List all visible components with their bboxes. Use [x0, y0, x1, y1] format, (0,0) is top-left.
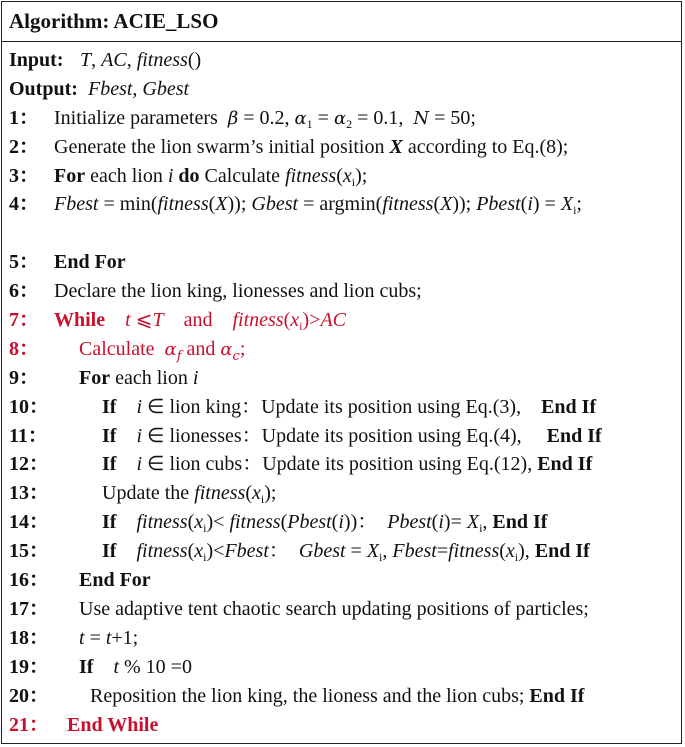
line-number: Output: [9, 77, 78, 100]
algorithm-box [1, 1, 682, 744]
algorithm-line [2, 479, 681, 508]
text-segment: 1 [306, 116, 313, 131]
text-segment: fitness [382, 193, 434, 216]
line-number: 4： [9, 193, 39, 216]
text-segment: α [164, 338, 177, 360]
text-segment: While [54, 309, 106, 332]
text-segment: End If [546, 424, 602, 447]
line-number: 11： [9, 424, 48, 447]
line-text [70, 46, 201, 75]
text-segment: ( [208, 193, 216, 216]
text-segment [105, 309, 125, 331]
text-segment: If [102, 395, 117, 418]
text-segment: End If [541, 395, 597, 418]
text-segment: = 50; [429, 106, 476, 129]
text-segment: )< [206, 511, 230, 534]
text-segment: fitness [136, 511, 188, 534]
text-segment: α [220, 338, 233, 360]
line-number: 16： [9, 569, 49, 592]
text-segment: fitness [157, 193, 209, 216]
text-segment: i [338, 511, 344, 534]
algorithm-line [2, 682, 681, 711]
text-segment: For [54, 164, 86, 187]
text-segment: = 0.1, [352, 106, 414, 129]
text-segment: )> [302, 309, 321, 332]
line-number: 20： [9, 684, 49, 707]
text-segment [116, 540, 136, 562]
text-segment: ( [187, 511, 195, 534]
text-segment: i [299, 319, 303, 334]
text-segment: % 10 =0 [119, 655, 192, 678]
text-segment: ∈ lionesses：Update its position using Eq.(4), [142, 424, 547, 447]
text-segment: ( [283, 309, 291, 332]
text-segment: Pbest [476, 193, 521, 216]
line-text [67, 711, 158, 740]
text-segment: and [163, 309, 233, 332]
line-text [79, 653, 192, 682]
line-text [79, 566, 151, 595]
algorithm-line [2, 190, 681, 248]
text-segment: ); [264, 482, 277, 505]
line-number: 1： [9, 106, 39, 129]
line-text [54, 133, 568, 162]
text-segment: T [152, 309, 164, 332]
text-segment: fitness [229, 511, 281, 534]
text-segment: Gbest [251, 193, 299, 216]
text-segment: i [351, 174, 356, 189]
algorithm-line [2, 248, 681, 277]
line-number: 7： [9, 309, 39, 332]
text-segment: ( [187, 540, 195, 563]
text-segment: x [194, 511, 204, 534]
text-segment: t [125, 309, 131, 332]
text-segment: End If [534, 540, 590, 563]
algorithm-line [2, 711, 681, 740]
text-segment: X [366, 540, 380, 563]
line-text [102, 422, 602, 451]
text-segment: Fbest [54, 193, 99, 216]
line-number: 13： [9, 482, 49, 505]
text-segment: () [187, 49, 202, 71]
text-segment: = [436, 540, 449, 563]
text-segment: each lion [85, 164, 168, 187]
text-segment: Initialize parameters [54, 106, 228, 129]
text-segment: fitness [136, 540, 188, 563]
text-segment: X [466, 511, 480, 534]
text-segment: If [102, 511, 117, 534]
text-segment: α [294, 107, 307, 129]
text-segment: Fbest, Gbest [88, 77, 190, 100]
text-segment: i [167, 164, 174, 187]
text-segment: x [505, 540, 515, 563]
text-segment: Pbest [287, 511, 332, 534]
text-segment: = argmin( [298, 193, 383, 216]
line-number: 15： [9, 540, 49, 563]
text-segment: fitness [194, 482, 246, 505]
text-segment: ; [239, 337, 246, 360]
algorithm-line [2, 133, 681, 162]
algorithm-line [2, 46, 681, 75]
text-segment: fitness [136, 49, 188, 71]
line-number: 6： [9, 280, 39, 303]
line-text [102, 393, 596, 422]
text-segment: ( [520, 193, 528, 216]
line-number: 8： [9, 337, 39, 360]
text-segment [116, 453, 136, 475]
text-segment: , [482, 511, 493, 534]
line-number: 3： [9, 164, 39, 187]
text-segment: Pbest [387, 511, 432, 534]
text-segment: i [438, 511, 444, 534]
algorithm-line [2, 450, 681, 479]
text-segment: Use adaptive tent chaotic search updating positions of particles; [79, 597, 589, 620]
text-segment: = min( [98, 193, 158, 216]
algorithm-line [2, 508, 681, 537]
text-segment: t [113, 655, 120, 678]
text-segment: t [79, 626, 85, 649]
text-segment: End If [529, 684, 585, 707]
line-text [90, 682, 584, 711]
text-segment: i [527, 193, 533, 216]
line-text [102, 450, 592, 479]
text-segment: If [102, 453, 117, 476]
text-segment: Generate the lion swarm’s initial position [54, 135, 390, 158]
text-segment: t [105, 626, 112, 649]
text-segment: Calculate [199, 164, 286, 187]
algorithm-line [2, 393, 681, 422]
line-text [54, 277, 422, 306]
text-segment: AC [320, 309, 347, 332]
text-segment: x [342, 164, 352, 187]
text-segment: If [79, 655, 94, 678]
algorithm-line [2, 422, 681, 451]
text-segment: , [382, 540, 393, 563]
text-segment: If [102, 540, 117, 563]
algorithm-line [2, 653, 681, 682]
text-segment: ( [280, 511, 288, 534]
text-segment: Declare the lion king, lionesses and lion cubs; [54, 280, 422, 303]
algorithm-line [2, 277, 681, 306]
text-segment: X [215, 193, 228, 216]
text-segment: T [80, 49, 92, 71]
text-segment: X [560, 193, 574, 216]
text-segment: i [203, 550, 207, 565]
text-segment: ), [518, 540, 535, 563]
text-segment: End For [79, 569, 151, 592]
line-text [79, 595, 589, 624]
line-number: 12： [9, 453, 49, 476]
text-segment: )); [227, 193, 252, 216]
text-segment: +1; [111, 626, 139, 649]
text-segment: and [181, 337, 221, 360]
algorithm-body [2, 42, 681, 739]
text-segment: = [312, 106, 334, 129]
text-segment: ∈ lion cubs：Update its position using Eq.(12), [142, 453, 538, 476]
text-segment: ( [245, 482, 252, 505]
text-segment: i [136, 395, 143, 418]
algorithm-line [2, 624, 681, 653]
text-segment: ⩽ [130, 309, 153, 332]
text-segment: Reposition the lion king, the lioness and the lion cubs; [90, 684, 530, 707]
text-segment: End While [67, 713, 159, 736]
line-number: 21： [9, 713, 49, 736]
text-segment: = [345, 540, 367, 563]
text-segment: For [79, 366, 111, 389]
line-text [54, 193, 582, 218]
text-segment: = [84, 626, 106, 649]
algorithm-line [2, 335, 681, 364]
text-segment: ( [431, 511, 439, 534]
algorithm-line [2, 566, 681, 595]
text-segment: x [251, 482, 261, 505]
text-segment: i [573, 203, 577, 218]
text-segment: i [260, 492, 265, 507]
text-segment: Fbest [224, 540, 269, 563]
text-segment: i [136, 453, 143, 476]
text-segment: ∈ lion king：Update its position using Eq.(3), [142, 395, 542, 418]
text-segment: )= [443, 511, 467, 534]
text-segment [116, 511, 136, 533]
text-segment: )< [206, 540, 225, 563]
text-segment: ( [433, 193, 441, 216]
text-segment: α [333, 107, 347, 129]
algorithm-line [2, 306, 681, 335]
text-segment: N [413, 107, 430, 129]
line-number: 9： [9, 366, 39, 389]
text-segment [116, 425, 136, 447]
line-text [79, 624, 138, 653]
text-segment: End If [537, 453, 593, 476]
text-segment: If [102, 424, 117, 447]
algorithm-line [2, 364, 681, 393]
text-segment: ); [355, 164, 368, 187]
text-segment: i [379, 550, 383, 565]
text-segment: f [176, 348, 182, 364]
algorithm-title: Algorithm: ACIE_LSO [2, 2, 681, 42]
text-segment: X [389, 135, 403, 158]
line-number: 2： [9, 135, 39, 158]
algorithm-line [2, 162, 681, 191]
text-segment: fitness [285, 164, 337, 187]
text-segment: do [178, 164, 200, 187]
line-text [54, 248, 126, 277]
text-segment: ))： [343, 511, 388, 534]
text-segment: ( [499, 540, 506, 563]
text-segment: i [136, 424, 143, 447]
text-segment: i [192, 366, 199, 389]
text-segment: ( [336, 164, 343, 187]
line-number: 17： [9, 597, 49, 620]
text-segment [116, 396, 136, 418]
text-segment: fitness [448, 540, 500, 563]
text-segment: ( [331, 511, 339, 534]
algorithm-line [2, 104, 681, 133]
text-segment: i [203, 521, 207, 536]
text-segment: , [126, 49, 137, 71]
text-segment: ： [268, 540, 299, 563]
text-segment: , [91, 49, 102, 71]
text-segment: = 0.2, [238, 106, 295, 129]
text-segment [93, 656, 113, 678]
text-segment: End For [54, 251, 126, 274]
text-segment: Gbest [298, 540, 346, 563]
text-segment: each lion [110, 366, 193, 389]
text-segment: β [227, 107, 239, 129]
text-segment: according to Eq.(8); [402, 135, 569, 158]
text-segment [70, 49, 80, 71]
text-segment: c [232, 348, 240, 364]
text-segment: i [479, 521, 483, 536]
text-segment: x [290, 309, 300, 332]
text-segment: Calculate [79, 337, 165, 360]
text-segment: fitness [232, 309, 284, 332]
line-number: 18： [9, 626, 49, 649]
text-segment: ; [576, 193, 582, 216]
line-number: 14： [9, 511, 49, 534]
text-segment: End If [492, 511, 548, 534]
text-segment: Fbest [392, 540, 437, 563]
algorithm-line [2, 75, 681, 104]
line-number: 19： [9, 655, 49, 678]
text-segment: AC [101, 49, 127, 71]
line-number: 10： [9, 395, 49, 418]
text-segment: Update the [102, 482, 195, 505]
line-text [88, 75, 189, 104]
text-segment: 2 [346, 116, 353, 131]
line-text [79, 364, 198, 393]
text-segment: X [440, 193, 453, 216]
text-segment: ) = [532, 193, 561, 216]
text-segment: i [514, 550, 519, 565]
line-number: Input: [9, 49, 64, 71]
algorithm-line [2, 595, 681, 624]
text-segment: )); [452, 193, 477, 216]
line-number: 5： [9, 251, 39, 274]
text-segment: x [194, 540, 204, 563]
algorithm-line [2, 537, 681, 566]
